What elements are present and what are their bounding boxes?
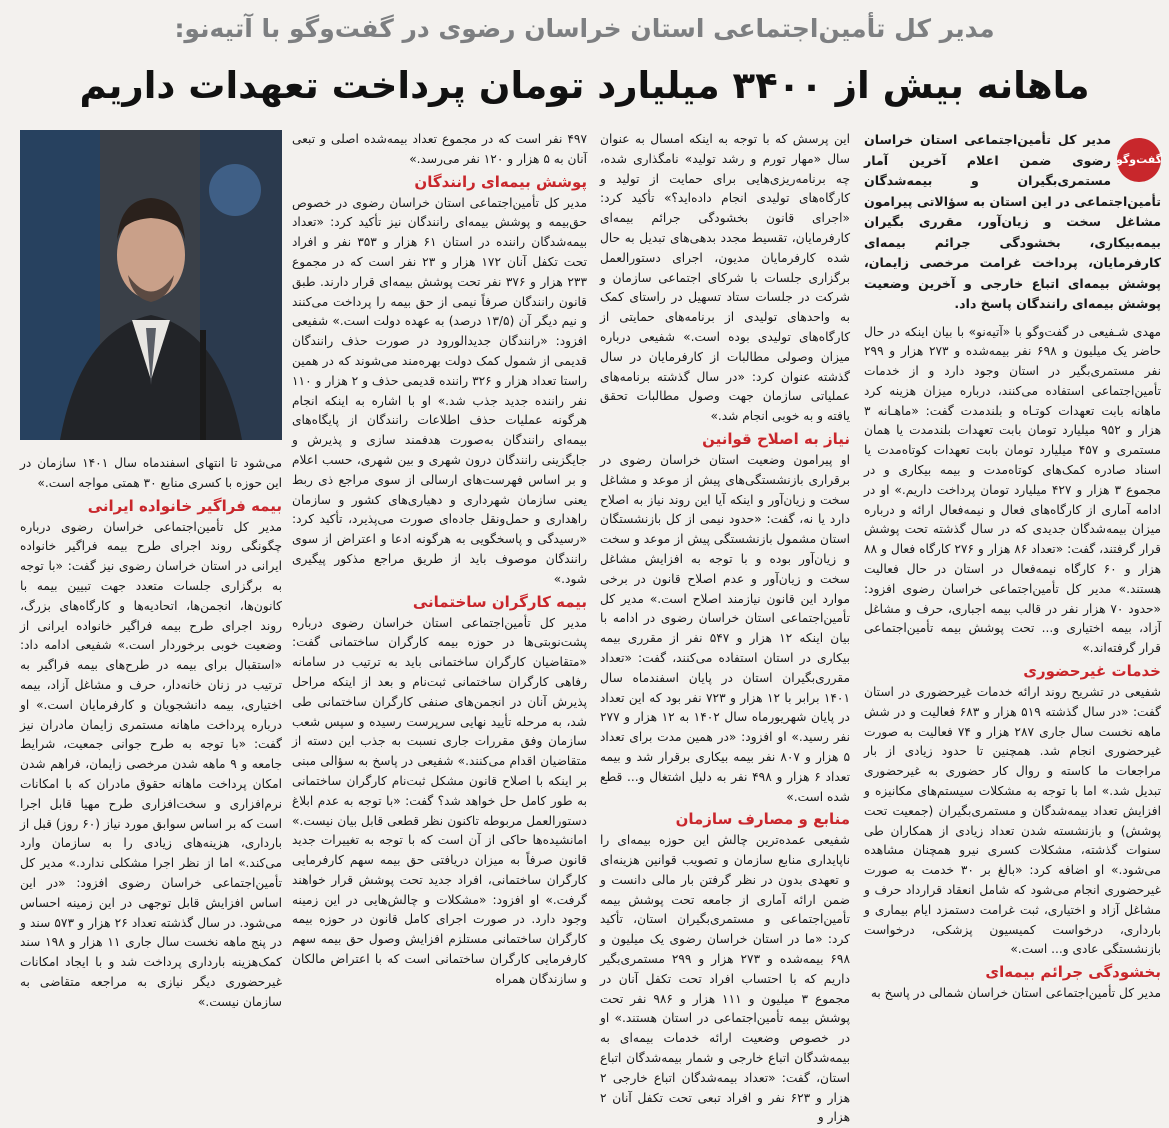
paragraph: او پیرامون وضعیت استان خراسان رضوی در برقراری بازنشستگی‌های پیش از موعد و مشاغل سخت و زیان‌آور و اینکه آیا این روند نیاز به اصلاح دارد یا نه، گفت: «حدود نیمی از کل بازنشستگان استان مشمول بازنشستگی پیش از موعد و سخت و زیان‌آور بوده و با توجه به افزایش مشاغل سخت و زیان‌آور و عدم اصلاح قانون در برخی موارد این قانون نیازمند اصلاح است.» مدیر کل تأمین‌اجتماعی استان خراسان رضوی در ادامه با بیان اینکه ۱۲ هزار و ۵۴۷ نفر از مقرری بیمه بیکاری در استان استفاده می‌کنند، گفت: «تعداد مقرری‌بگیران استان در پایان اسفندماه سال ۱۴۰۱ برابر با ۱۲ هزار و ۷۲۳ نفر بود که این تعداد در پایان شهریورماه سال ۱۴۰۲ به ۱۲ هزار و ۲۷۷ نفر رسید.» او افزود: «در همین مدت برای تعداد ۵ هزار و ۸۰۷ نفر بیمه بیکاری برقرار شد و بیمه تعداد ۶ هزار و ۴۹۸ نفر به دلیل اشتغال و... قطع شده است.» (600, 452, 851, 804)
paragraph: شفیعی در تشریح روند ارائه خدمات غیرحضوری در استان گفت: «در سال گذشته ۵۱۹ هزار و ۶۸۳ فعالیت و در شش ماهه نخست سال جاری ۲۸۷ هزار و ۷۴ فعالیت به صورت غیرحضوری انجام شد. همچنین تا حدود زیادی از بار مراجعات ما کاسته و روال کار حضوری به غیرحضوری تبدیل شد.» اما با توجه به مشکلات سیستم‌های مکانیزه و افزایش تعداد بیمه‌شدگان و مستمری‌بگیران (جمعیت تحت پوشش) و بازنشسته شدن تعداد زیادی از همکاران طی سنوات گذشته، مشکلات کسری نیرو همچنان مشاهده می‌شود.» او اضافه کرد: «بالغ بر ۳۰ خدمت به صورت غیرحضوری انجام می‌شود که شامل انعقاد قرارداد حرف و مشاغل آزاد و اختیاری، ثبت غرامت دستمزد ایام بیماری و بارداری، درخواست کمیسیون پزشکی، درخواست بازنشستگی عادی و... است.» (864, 685, 1162, 957)
subheading: خدمات غیرحضوری (1023, 662, 1161, 681)
column-3 (292, 130, 587, 986)
subheading: بخشودگی جرائم بیمه‌ای (985, 963, 1161, 982)
article-headline: ماهانه بیش از ۳۴۰۰ میلیارد تومان پرداخت تعهدات داریم (79, 64, 1090, 107)
subheading: منابع و مصارف سازمان (675, 810, 850, 829)
interview-tag-badge: گفت‌وگو (1117, 138, 1161, 182)
paragraph: مدیر کل تأمین‌اجتماعی استان خراسان شمالی در پاسخ به (870, 986, 1161, 1001)
subheading: پوشش بیمه‌ای رانندگان (414, 172, 587, 191)
paragraph: می‌شود تا انتهای اسفندماه سال ۱۴۰۱ سازمان در این حوزه با کسری منابع ۳۰ همتی مواجه است.» (20, 456, 282, 490)
column-1 (864, 130, 1163, 1001)
paragraph: شفیعی عمده‌ترین چالش این حوزه بیمه‌ای را ناپایداری منابع سازمان و تصویب قوانین هزینه‌ای و تعهدی بدون در نظر گرفتن بار مالی دانست و ضمن ارائه آماری از جامعه تحت پوشش بیمه تأمین‌اجتماعی و مستمری‌بگیران استان، تأکید کرد: «ما در استان خراسان رضوی یک میلیون و ۶۹۸ بیمه‌شده و ۲۷۳ هزار و ۲۹۹ مستمری‌بگیر داریم که با احتساب افراد تحت تکفل آنان در مجموع ۳ میلیون و ۱۱۱ هزار و ۹۸۶ نفر تحت پوشش بیمه تأمین‌اجتماعی در استان هستند.» او در خصوص وضعیت ارائه خدمات بیمه‌ای به بیمه‌شدگان اتباع خارجی و شمار بیمه‌شدگان اتباع استان، گفت: «تعداد بیمه‌شدگان اتباع خارجی ۲ هزار و ۶۲۳ نفر و افراد تبعی تحت تکفل آنان ۲ هزار و (600, 833, 851, 1125)
lead-paragraph: مدیر کل تأمین‌اجتماعی استان خراسان رضوی ضمن اعلام آخرین آمار مستمری‌بگیران و بیمه‌شدگان تأمین‌اجتماعی در این استان به سؤالاتی پیرامون مشاغل سخت و زیان‌آور، مقرری بگیران بیمه‌بیکاری، بخشودگی جرائم بیمه‌ای کارفرمایان، پرداخت غرامت مرخصی زایمان، پوشش بیمه‌ای اتباع خارجی و آخرین وضعیت پوشش بیمه‌ای رانندگان پاسخ داد. (864, 132, 1161, 311)
column-4 (20, 130, 282, 1009)
portrait-photo (20, 130, 282, 440)
portrait-illustration (20, 130, 282, 440)
subheading: بیمه فراگیر خانواده ایرانی (87, 496, 282, 515)
paragraph: مدیر کل تأمین‌اجتماعی استان خراسان رضوی درباره پشت‌نوبتی‌ها در حوزه بیمه کارگران ساختمانی گفت: «متقاضیان کارگران ساختمانی باید به ترتیب در سامانه رفاهی کارگران ساختمانی ثبت‌نام و بعد از اینکه مراحل پذیرش آنان در انجمن‌های صنفی کارگران ساختمانی طی شد، به مرحله تأیید نهایی سرپرست رسیده و سپس شعب سازمان وفق مقررات جاری نسبت به جذب این دسته از متقاضیان اقدام می‌کنند.» شفیعی در پاسخ به سؤالی مبنی بر اینکه با اصلاح قانون مشکل ثبت‌نام کارگران ساختمانی به طور کامل حل خواهد شد؟ گفت: «با توجه به عدم ابلاغ دستورالعمل مربوطه تاکنون نظر قطعی قابل بیان نیست.» امانشیده‌ها حاکی از آن است که با توجه به تغییرات جدید قانون صرفاً به میزان دریافتی حق بیمه سهم کارفرمایی کارگران ساختمانی، افراد جدید تحت پوشش قرار خواهند گرفت.» او افزود: «مشکلات و چالش‌هایی در این زمینه وجود دارد. در صورت اجرای کامل قانون در حوزه بیمه کارگران ساختمانی مستلزم افزایش وصول حق بیمه سهم کارفرمایی کارگران ساختمانی است که با اعتراض مالکان و سازندگان همراه (292, 615, 587, 986)
column-2 (600, 130, 851, 1125)
subheading: نیاز به اصلاح قوانین (702, 429, 850, 448)
paragraph: مدیر کل تأمین‌اجتماعی استان خراسان رضوی در خصوص حق‌بیمه و پوشش بیمه‌ای رانندگان نیز تأکید کرد: «تعداد بیمه‌شدگان راننده در استان ۶۱ هزار و ۳۵۳ نفر و افراد تحت تکفل آنان ۱۷۲ هزار و ۲۳ نفر است که در مجموع ۲۳۳ هزار و ۳۷۶ نفر تحت پوشش بیمه‌ای قرار دارند. طبق قانون رانندگان صرفاً نیمی از حق بیمه را پرداخت می‌کنند و نیم دیگر آن (۱۳/۵ درصد) به عهده دولت است.» شفیعی افزود: «رانندگان جدیدالورود در صورت حذف رانندگان قدیمی از شمول کمک دولت بهره‌مند می‌شوند که در همین راستا تعداد هزار و ۳۲۶ راننده قدیمی حذف و ۲ هزار و ۱۱۰ نفر راننده جدید جذب شد.» او با اشاره به اینکه انجام هرگونه عملیات حذف اطلاعات رانندگان از پایگاه‌های بیمه‌ای رانندگان به‌صورت هدفمند سازی و پذیرش و جایگزینی رانندگان درون شهری و بین شهری، حسب اعلام و بر اساس فهرست‌های ارسالی از سوی مراجع ذی ربط یعنی سازمان شهرداری و دهیاری‌های کشور و سازمان راهداری و حمل‌ونقل جاده‌ای صورت می‌پذیرد، تأکید کرد: «رسیدگی و پاسخگویی به هرگونه ادعا و اعتراض از سوی رانندگان موصوف باید از طریق مراجع مذکور پیگیری شود.» (292, 195, 587, 586)
paragraph: ۴۹۷ نفر است که در مجموع تعداد بیمه‌شده اصلی و تبعی آنان به ۵ هزار و ۱۲۰ نفر می‌رسد.» (292, 132, 587, 166)
subheading: بیمه کارگران ساختمانی (412, 592, 587, 611)
paragraph: مهدی شـفیعی در گفت‌وگو با «آتیه‌نو» با بیان اینکه در حال حاضر یک میلیون و ۶۹۸ نفر بیمه‌شده و ۲۷۳ هزار و ۲۹۹ نفر مستمری‌بگیر در استان وجود دارد و از خدمات تأمین‌اجتماعی استفاده می‌کنند، درباره میزان هزینه کرد ماهانه بابت تعهدات کوتـاه و بلندمدت گفت: «ماهـانه ۳ هزار و ۹۵۲ میلیارد تومان بابت تعهدات بلندمدت یا همان مستمری و ۴۵۷ میلیارد تومان بابت تعهدات کوتاه‌مدت یا اسناد صادره کمک‌های کوتاه‌مدت و بیمه بیکاری و در مجموع ۳ هزار و ۴۲۷ میلیارد تومان پرداخت داریم.» او در ادامه آماری از کارگاه‌های فعال و نیمه‌فعال ارائه و درباره میزان بیمه‌شدگان جدیدی که در سال گذشته تحت پوشش قرار گرفتند، گفت: «تعداد ۸۶ هزار و ۲۷۶ کارگاه فعال و ۸۸ هزار و ۶۰ کارگاه نیمه‌فعال در استان در حال فعالیت هستند.» مدیر کل تأمین‌اجتماعی خراسان رضوی افزود: «حدود ۷۰ هزار نفر در قالب بیمه اجباری، حرف و مشاغل آزاد، بیمه اختیاری و... تحت پوشش بیمه تأمین‌اجتماعی قرار گرفته‌اند.» (864, 324, 1162, 656)
article-kicker: مدیر کل تأمین‌اجتماعی استان خراسان رضوی در گفت‌وگو با آتیه‌نو: (174, 14, 995, 43)
paragraph: مدیر کل تأمین‌اجتماعی خراسان رضوی درباره چگونگی روند اجرای طرح بیمه فراگیر خانواده ایرانی در استان خراسان رضوی نیز گفت: «با توجه به برگزاری جلسات متعدد جهت تبیین بیمه با کانون‌ها، انجمن‌ها، اتحادیه‌ها و کارگاه‌های بزرگ، روند اجرای طرح بیمه فراگیر خانواده ایرانی از وضعیت خوبی برخوردار است.» شفیعی ادامه داد: «استقبال برای بیمه در طرح‌های بیمه فراگیر به ترتیب در زنان خانه‌دار، حرف و مشاغل آزاد، بیمه اختیاری، بیمه دانشجویان و کارفرمایان است.» او درباره پرداخت ماهانه مستمری زایمان مادران نیز گفت: «با توجه به طرح جوانی جمعیت، شرایط جامعه و ۹ ماهه شدن مرخصی زایمان، فراهم شدن امکان پرداخت ماهانه حقوق مادران که با امکانات نرم‌افزاری و سخت‌افزاری طرح مهیا قابل اجرا است که بر اساس سوابق مورد نیاز (۶۰ روز) قبل از بارداری، هزینه‌های زیادی را به سازمان وارد می‌کند.» اما از نظر اجرا مشکلی ندارد.» مدیر کل تأمین‌اجتماعی خراسان رضوی افزود: «در این اساس افزایش قابل توجهی در این زمینه احساس می‌شود. در سال گذشته تعداد ۲۶ هزار و ۵۷۳ سند و در پنج ماهه نخست سال جاری ۱۱ هزار و ۱۹۸ سند کمک‌هزینه بارداری پرداخت شد و با ایجاد امکانات غیرحضوری دیگر نیازی به مراجعه متقاضی به سازمان نیست.» (20, 519, 282, 1009)
paragraph: این پرسش که با توجه به اینکه امسال به عنوان سال «مهار تورم و رشد تولید» نامگذاری شده، چه برنامه‌ریزی‌هایی برای حمایت از تولید و کارگاه‌های تولیدی انجام داده‌اید؟» تأکید کرد: «اجرای قانون بخشودگی جرائم بیمه‌ای کارفرمایان، تقسیط مجدد بدهی‌های تبدیل به حال شده کارفرمایان مدیون، اجرای دستورالعمل برگزاری جلسات با شرکای اجتماعی سازمان و شرکت در جلسات ستاد تسهیل در راستای کمک به واحدهای تولیدی از برنامه‌های حمایتی از کارگاه‌های تولیدی بوده است.» شفیعی درباره میزان وصولی مطالبات از کارفرمایان در سال گذشته عنوان کرد: «در سال گذشته برنامه‌های عملیاتی سازمان جهت وصول مطالبات تحقق یافته و به خوبی انجام شد.» (600, 132, 850, 424)
